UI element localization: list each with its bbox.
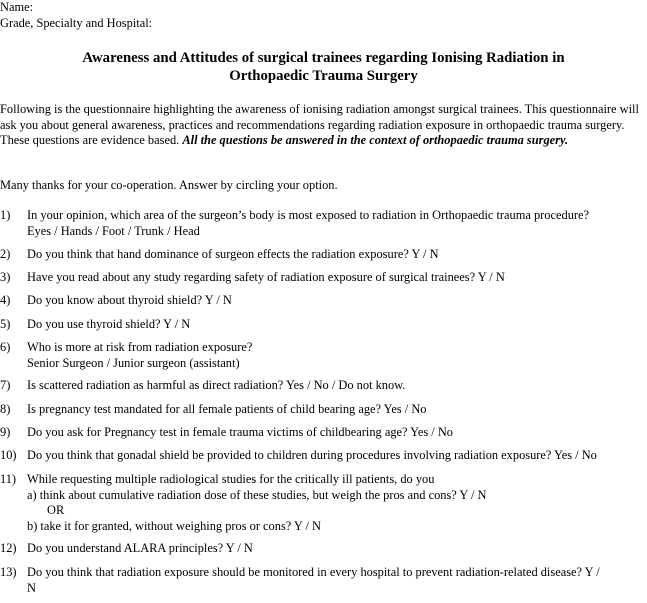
question-text: Do you ask for Pregnancy test in female trauma victims of childbearing age? Yes / No (27, 425, 453, 439)
answer-options: Senior Surgeon / Junior surgeon (assistant) (27, 355, 240, 370)
option-b: b) take it for granted, without weighing pros or cons? Y / N (27, 518, 321, 533)
question-number: 9) (0, 425, 11, 439)
question-line: Who is more at risk from radiation exposure? (27, 340, 253, 354)
intro-emphasis: All the questions be answered in the context of orthopaedic trauma surgery. (182, 133, 569, 148)
question-line: While requesting multiple radiological studies for the critically ill patients, do you (27, 472, 435, 486)
title-line-2: Orthopaedic Trauma Surgery (229, 68, 418, 84)
answer-options: Eyes / Hands / Foot / Trunk / Head (27, 223, 200, 238)
question-number: 7) (0, 378, 11, 392)
question-line: In your opinion, which area of the surgeon’s body is most exposed to radiation in Orthopaedic trauma procedure? (27, 208, 590, 222)
question-line-continued: N (27, 580, 36, 595)
name-label: Name: (0, 0, 34, 14)
question-number: 11) (0, 472, 17, 486)
question-text: Do you use thyroid shield? Y / N (27, 317, 191, 331)
question-number: 5) (0, 317, 11, 331)
grade-specialty-hospital-label: Grade, Specialty and Hospital: (0, 16, 153, 30)
intro-paragraph (0, 102, 643, 149)
question-text (27, 565, 647, 596)
question-text (27, 472, 647, 534)
intro-text: Following is the questionnaire highlighting the awareness of ionising radiation amongst surgical trainees. This questionnaire will ask you about general awareness, practices and recommendations regarding radiation exposure in orthopaedic trauma surgery. These questions are evidence based. (0, 102, 639, 148)
question-text: Do you think that gonadal shield be provided to children during procedures involving radiation exposure? Yes / No (27, 448, 597, 462)
option-a: a) think about cumulative radiation dose of these studies, but weigh the pros and cons? Y / N (27, 487, 487, 502)
question-text (27, 340, 647, 371)
question-text: Is scattered radiation as harmful as direct radiation? Yes / No / Do not know. (27, 378, 406, 392)
question-text: Is pregnancy test mandated for all female patients of child bearing age? Yes / No (27, 402, 427, 416)
question-number: 8) (0, 402, 11, 416)
question-number: 3) (0, 270, 11, 284)
question-number: 12) (0, 541, 17, 555)
question-number: 13) (0, 565, 17, 579)
question-number: 1) (0, 208, 11, 222)
question-text: Do you understand ALARA principles? Y / N (27, 541, 253, 555)
question-line: Do you think that radiation exposure should be monitored in every hospital to prevent radiation-related disease? Y / (27, 565, 600, 579)
question-number: 4) (0, 293, 11, 307)
question-text (27, 208, 647, 239)
thanks-text: Many thanks for your co-operation. Answer by circling your option. (0, 178, 338, 192)
or-separator: OR (47, 503, 65, 518)
question-number: 2) (0, 247, 11, 261)
question-number: 6) (0, 340, 11, 354)
title-line-1: Awareness and Attitudes of surgical trainees regarding Ionising Radiation in (82, 50, 565, 66)
question-text: Have you read about any study regarding safety of radiation exposure of surgical trainees? Y / N (27, 270, 505, 284)
question-text: Do you know about thyroid shield? Y / N (27, 293, 232, 307)
question-text: Do you think that hand dominance of surgeon effects the radiation exposure? Y / N (27, 247, 439, 261)
question-number: 10) (0, 448, 17, 462)
